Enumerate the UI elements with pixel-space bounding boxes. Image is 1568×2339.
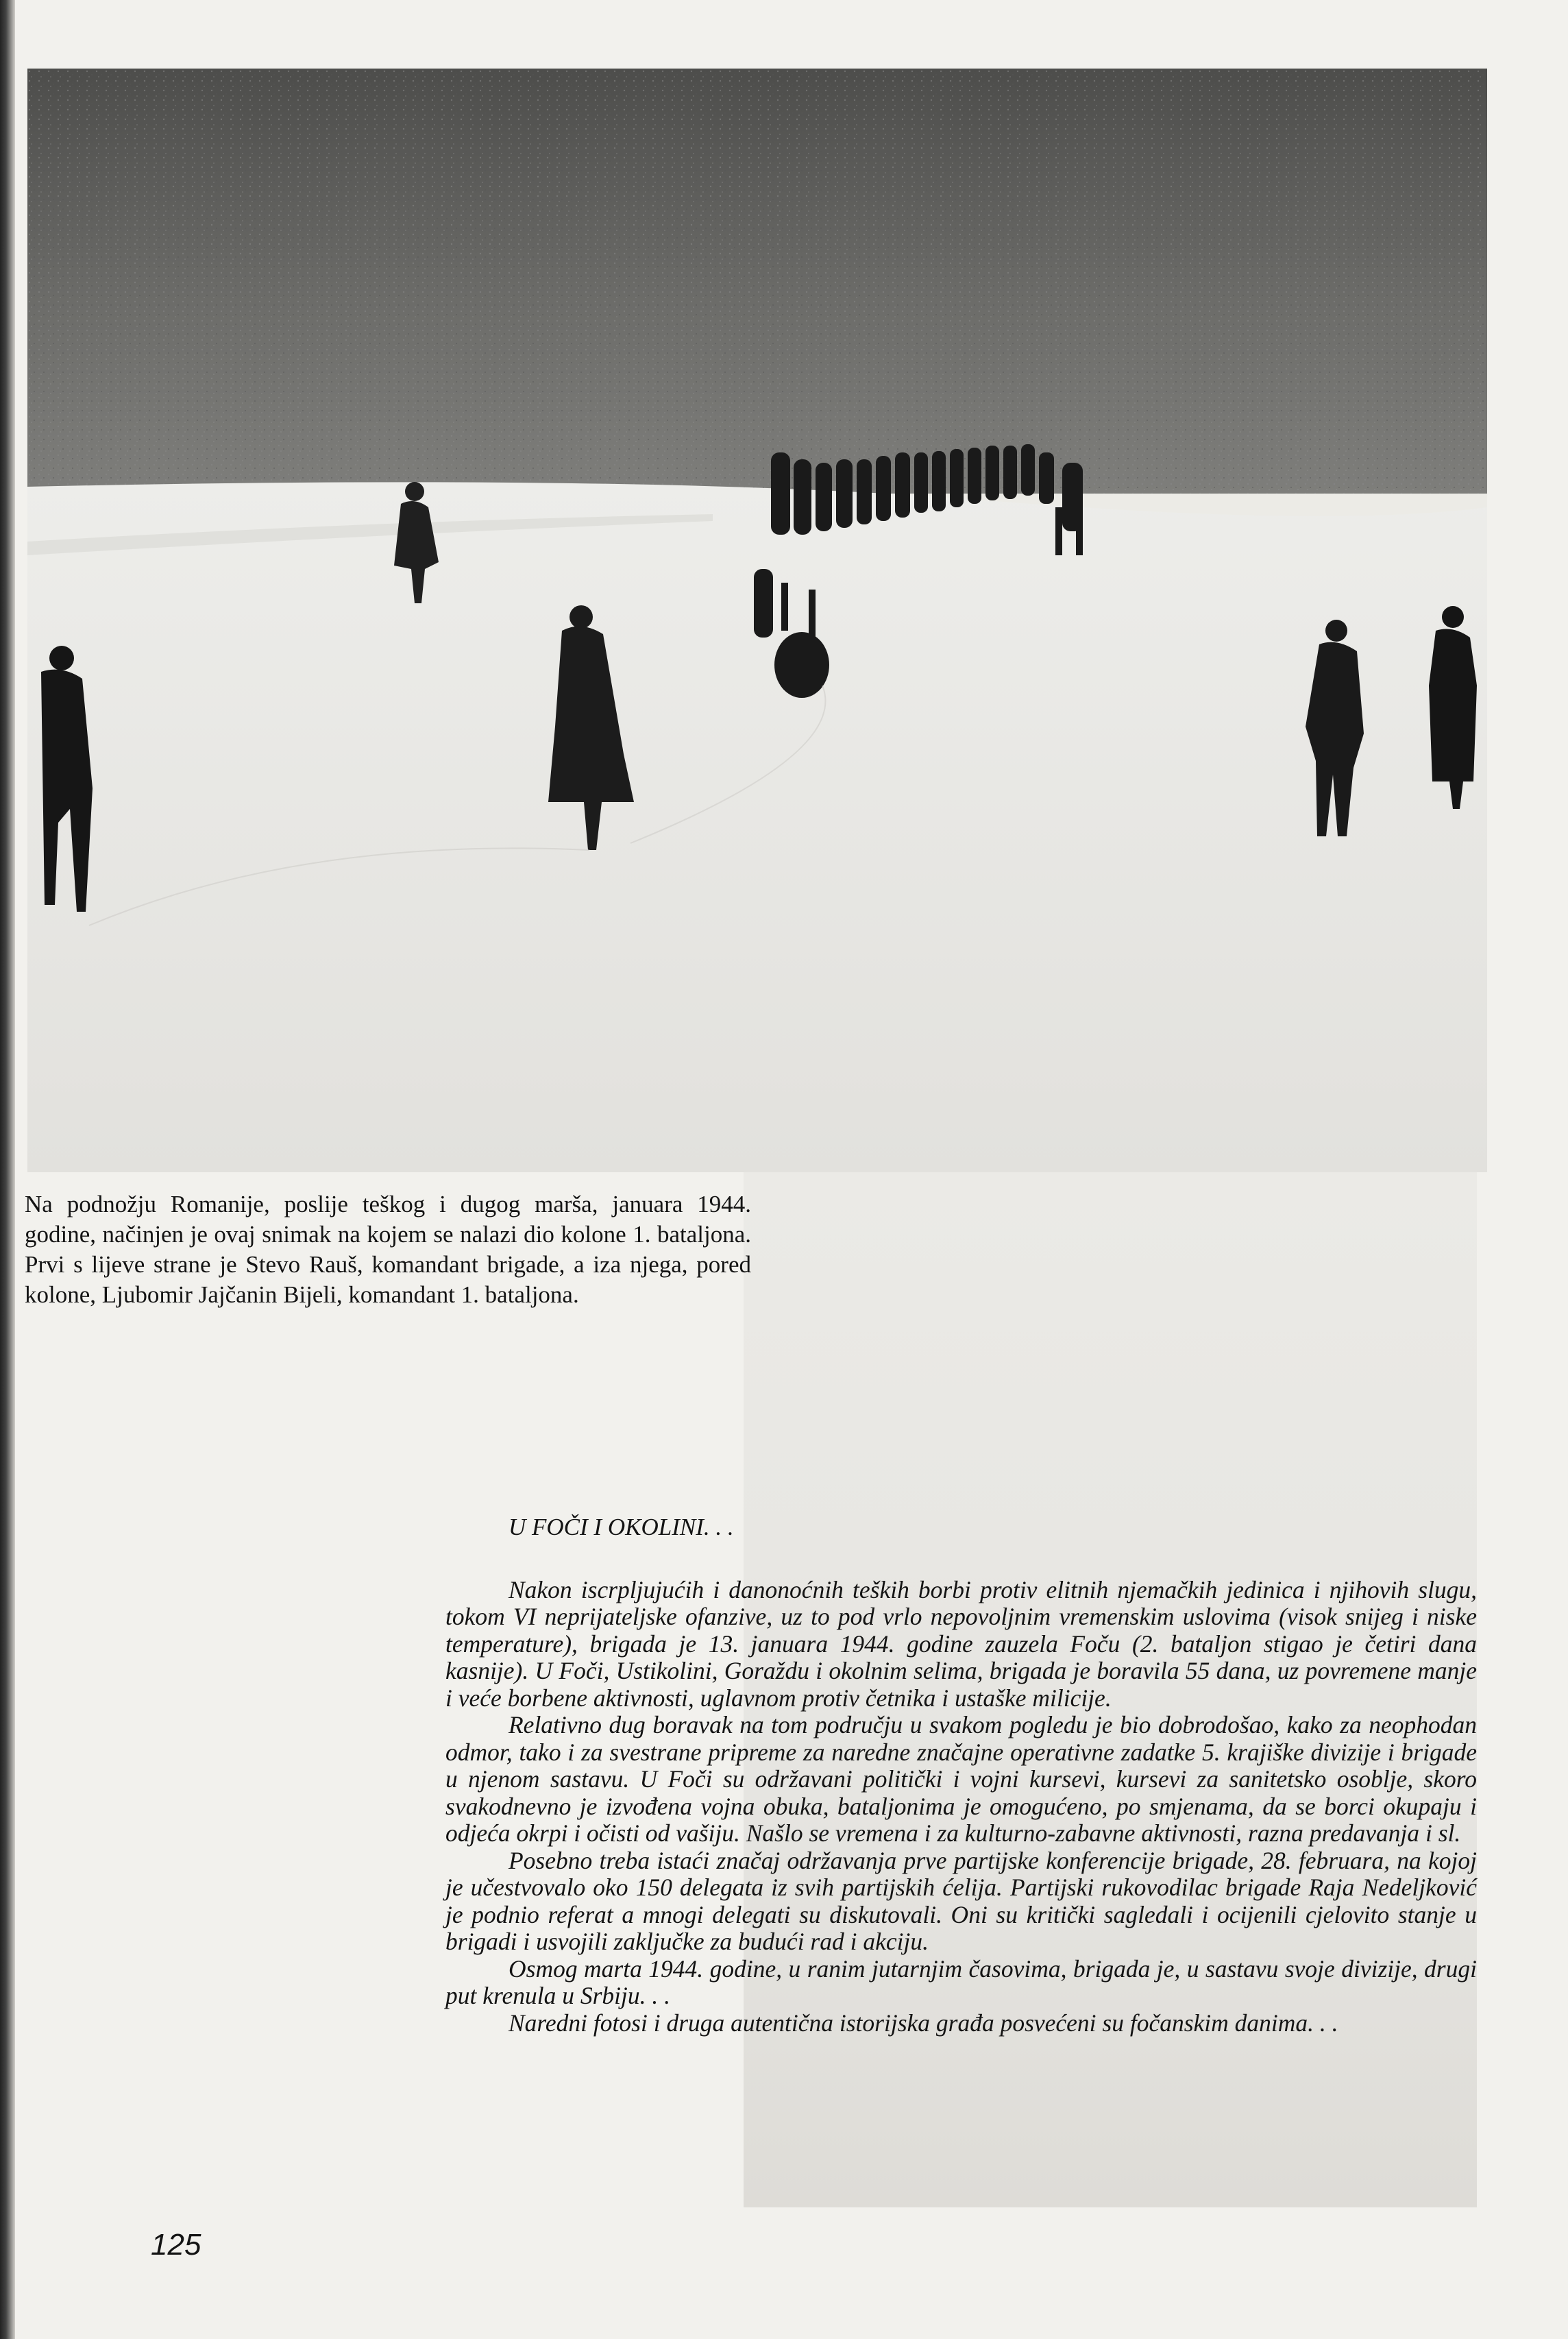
snow-march-photograph (27, 69, 1487, 1172)
article-paragraph: Naredni fotosi i druga autentična istorijska građa posvećeni su fočanskim danima. . . (509, 2009, 1338, 2037)
article-paragraph: Posebno treba istaći značaj održavanja prve partijske konferencije brigade, 28. februara, na kojoj je učestvovalo oko 150 delegata iz svih partijskih ćelija. Partijski rukovodilac brigade Raja Nedeljković je podnio referat a mnogi delegati su diskutovali. Oni su kritički sagledali i ocijenili cjelovito stanje u brigadi i usvojili zaključke za budući rad i akciju. (445, 1846, 1477, 1955)
article-paragraph: Osmog marta 1944. godine, u ranim jutarnjim časovima, brigada je, u sastavu svoje divizije, drugi put krenula u Srbiju. . . (445, 1954, 1477, 2009)
article-paragraph: Relativno dug boravak na tom području u svakom pogledu je bio dobrodošao, kako za neophodan odmor, tako i za svestrane pripreme za naredne značajne operativne zadatke 5. krajiške divizije i brigade u njenom sastavu. U Foči su održavani politički i vojni kursevi, kursevi za sanitetsko osoblje, skoro svakodnevno je izvođena vojna obuka, bataljonima je omogućeno, po smjenama, da se borci okupaju i odjeća okrpi i očisti od vašiju. Našlo se vremena i za kulturno-zabavne aktivnosti, razna predavanja i sl. (445, 1711, 1477, 1847)
photograph-illustration (27, 69, 1487, 1172)
page-binding-shadow (0, 0, 15, 2339)
article (445, 1514, 1477, 2037)
photo-caption (25, 1189, 751, 1310)
caption-text: Na podnožju Romanije, poslije teškog i dugog marša, januara 1944. godine, načinjen je ovaj snimak na kojem se nalazi dio kolone 1. bataljona. Prvi s lijeve strane je Stevo Rauš, komandant brigade, a iza njega, pored kolone, Ljubomir Jajčanin Bijeli, komandant 1. bataljona. (25, 1191, 751, 1308)
section-heading: U FOČI I OKOLINI. . . (509, 1514, 734, 1540)
page-number: 125 (151, 2228, 201, 2262)
article-paragraph: Nakon iscrpljujućih i danonoćnih teških borbi protiv elitnih njemačkih jedinica i njihovih slugu, tokom VI neprijateljske ofanzive, uz to pod vrlo nepovoljnim vremenskim uslovima (visok snijeg i niske temperature), brigada je 13. januara 1944. godine zauzela Foču (2. bataljon stigao je četiri dana kasnije). U Foči, Ustikolini, Goraždu i okolnim selima, brigada je boravila 55 dana, uz povremene manje i veće borbene aktivnosti, uglavnom protiv četnika i ustaške milicije. (445, 1575, 1477, 1712)
